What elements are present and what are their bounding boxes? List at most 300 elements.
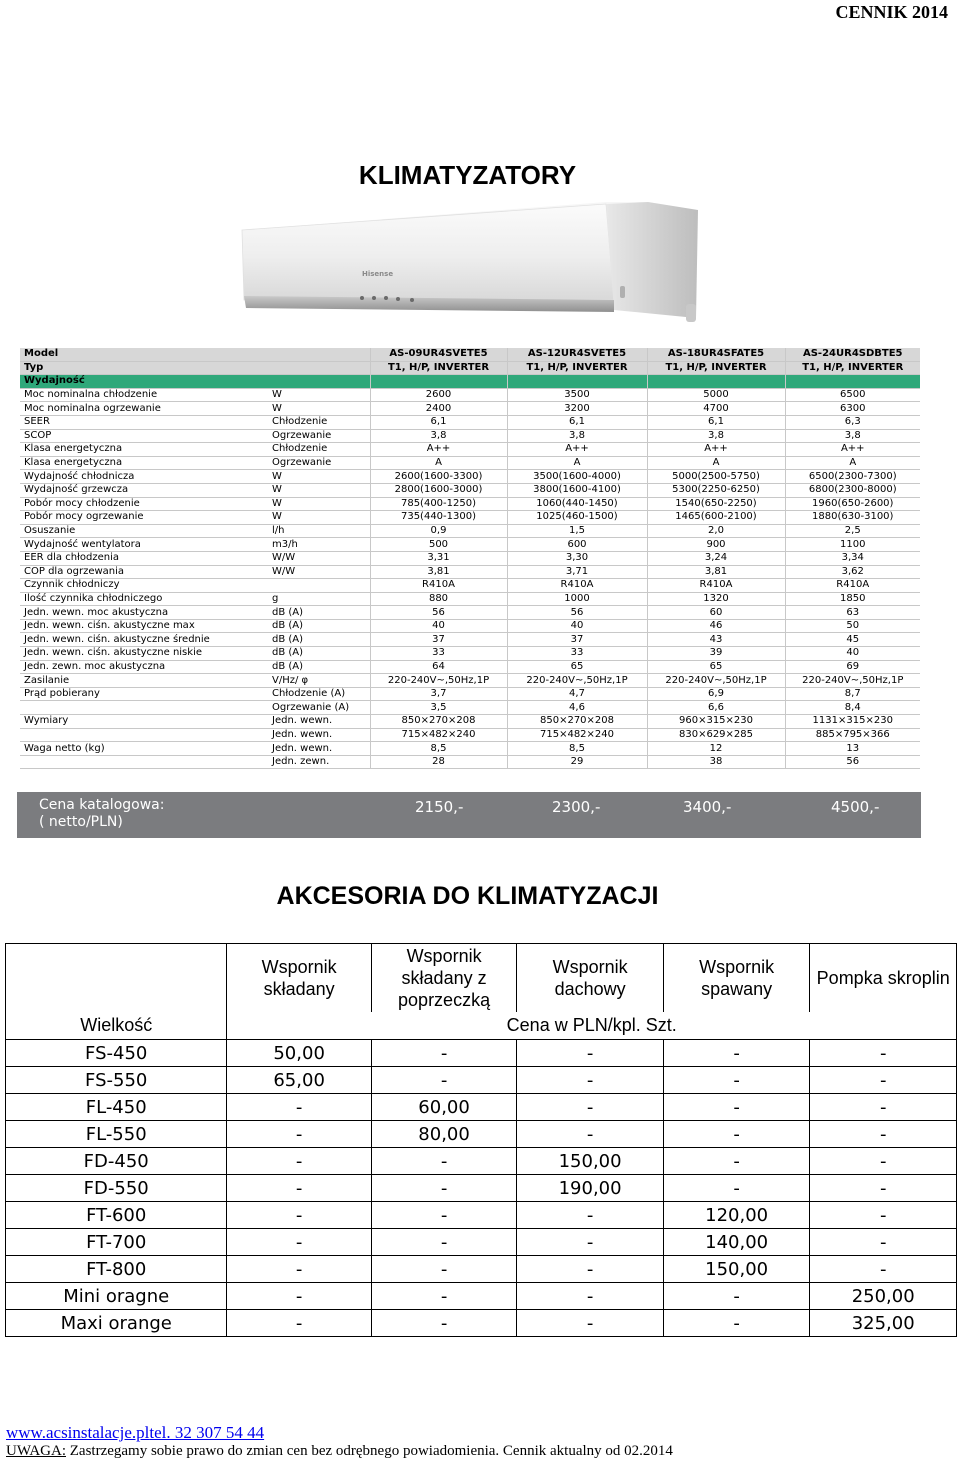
spec-value: 37	[507, 633, 647, 647]
spec-parameter: Moc nominalna ogrzewanie	[20, 402, 262, 416]
spec-value: A++	[785, 443, 920, 457]
spec-parameter: Ilość czynnika chłodniczego	[20, 592, 262, 606]
spec-parameter: Jedn. wewn. ciśn. akustyczne max	[20, 619, 262, 633]
accessory-row	[6, 1121, 957, 1148]
spec-value: 1100	[785, 538, 920, 552]
catalog-price-value: 2300,-	[552, 798, 601, 816]
spec-value: 3,8	[785, 429, 920, 443]
spec-value: 2800(1600-3000)	[370, 483, 507, 497]
accessory-price: 80,00	[371, 1121, 516, 1148]
spec-value: 1060(440-1450)	[507, 497, 647, 511]
spec-unit: W	[262, 483, 370, 497]
accessory-price: 190,00	[517, 1175, 664, 1202]
spec-value	[370, 375, 507, 389]
spec-value: 1465(600-2100)	[647, 511, 785, 525]
accessory-price: -	[227, 1202, 371, 1229]
spec-value: 3800(1600-4100)	[507, 483, 647, 497]
spec-row	[20, 497, 920, 511]
accessory-size: FD-550	[6, 1175, 227, 1202]
spec-value	[507, 375, 647, 389]
accessory-price: -	[371, 1175, 516, 1202]
spec-value: 500	[370, 538, 507, 552]
accessory-row	[6, 1310, 957, 1337]
price-unit-label: Cena w PLN/kpl. Szt.	[227, 1012, 957, 1040]
accessory-price: -	[371, 1148, 516, 1175]
accessory-price: -	[663, 1067, 810, 1094]
spec-unit: dB (A)	[262, 619, 370, 633]
spec-unit: g	[262, 592, 370, 606]
spec-value: 60	[647, 606, 785, 620]
spec-value: 28	[370, 755, 507, 769]
spec-value: 3,81	[370, 565, 507, 579]
accessory-price: -	[517, 1283, 664, 1310]
spec-value: 880	[370, 592, 507, 606]
spec-value: 1320	[647, 592, 785, 606]
spec-value: A	[370, 456, 507, 470]
spec-value: 33	[370, 647, 507, 661]
spec-unit: Chłodzenie	[262, 415, 370, 429]
header-folding-bracket: Wspornik składany	[227, 944, 371, 1013]
phone-link[interactable]: tel. 32 307 54 44	[149, 1423, 265, 1442]
spec-value: T1, H/P, INVERTER	[647, 361, 785, 375]
spec-value: T1, H/P, INVERTER	[507, 361, 647, 375]
accessory-row	[6, 1283, 957, 1310]
spec-value: 735(440-1300)	[370, 511, 507, 525]
spec-value: 6500(2300-7300)	[785, 470, 920, 484]
spec-unit: l/h	[262, 524, 370, 538]
spec-parameter	[20, 728, 262, 742]
accessory-price: -	[663, 1094, 810, 1121]
spec-value: 43	[647, 633, 785, 647]
spec-parameter: Wymiary	[20, 715, 262, 729]
spec-value: A++	[507, 443, 647, 457]
size-label: Wielkość	[6, 1012, 227, 1040]
spec-row	[20, 538, 920, 552]
accessory-row	[6, 1175, 957, 1202]
accessory-size: FD-450	[6, 1148, 227, 1175]
accessory-row	[6, 1256, 957, 1283]
accessory-price: -	[663, 1310, 810, 1337]
spec-value: 3,62	[785, 565, 920, 579]
spec-value: 46	[647, 619, 785, 633]
spec-row	[20, 565, 920, 579]
spec-value: 8,4	[785, 701, 920, 715]
spec-value: 2,5	[785, 524, 920, 538]
spec-value: 38	[647, 755, 785, 769]
spec-parameter: Osuszanie	[20, 524, 262, 538]
spec-parameter: Prąd pobierany	[20, 687, 262, 701]
spec-value	[785, 375, 920, 389]
spec-row	[20, 551, 920, 565]
spec-value: A	[785, 456, 920, 470]
spec-parameter: Jedn. wewn. ciśn. akustyczne średnie	[20, 633, 262, 647]
accessory-price: -	[227, 1229, 371, 1256]
catalog-price-value: 2150,-	[415, 798, 464, 816]
spec-value: 3,7	[370, 687, 507, 701]
spec-unit: W/W	[262, 551, 370, 565]
spec-value: 715×482×240	[507, 728, 647, 742]
spec-value: 37	[370, 633, 507, 647]
spec-unit: dB (A)	[262, 633, 370, 647]
warning-label: UWAGA:	[6, 1443, 66, 1459]
accessory-size: FL-450	[6, 1094, 227, 1121]
size-header-cell	[6, 944, 227, 1013]
spec-parameter: SCOP	[20, 429, 262, 443]
spec-value: 2600(1600-3300)	[370, 470, 507, 484]
spec-value: R410A	[370, 579, 507, 593]
spec-value: 1880(630-3100)	[785, 511, 920, 525]
spec-value: 830×629×285	[647, 728, 785, 742]
spec-value: 69	[785, 660, 920, 674]
website-link[interactable]: www.acsinstalacje.pl	[6, 1423, 150, 1442]
spec-value: A++	[370, 443, 507, 457]
spec-value: 850×270×208	[370, 715, 507, 729]
accessory-price: -	[810, 1148, 957, 1175]
accessory-price: -	[227, 1094, 371, 1121]
accessory-price: -	[227, 1310, 371, 1337]
spec-parameter: Klasa energetyczna	[20, 443, 262, 457]
accessory-price: -	[810, 1175, 957, 1202]
accessory-price: -	[517, 1067, 664, 1094]
spec-value: 220-240V~,50Hz,1P	[647, 674, 785, 688]
spec-parameter: Jedn. wewn. ciśn. akustyczne niskie	[20, 647, 262, 661]
catalog-price-band	[17, 792, 921, 838]
accessory-price: -	[517, 1229, 664, 1256]
spec-value: 3,24	[647, 551, 785, 565]
accessory-price: -	[663, 1121, 810, 1148]
accessory-price: -	[810, 1202, 957, 1229]
spec-value: 960×315×230	[647, 715, 785, 729]
accessory-price: -	[810, 1121, 957, 1148]
accessory-price: -	[517, 1256, 664, 1283]
spec-value: 0,9	[370, 524, 507, 538]
accessory-price: 150,00	[517, 1148, 664, 1175]
spec-value: 6,6	[647, 701, 785, 715]
spec-unit: Chłodzenie	[262, 443, 370, 457]
spec-value: 1131×315×230	[785, 715, 920, 729]
spec-value: 3,71	[507, 565, 647, 579]
air-conditioner-image	[236, 200, 706, 330]
spec-value: 6,1	[507, 415, 647, 429]
accessory-price: -	[810, 1094, 957, 1121]
spec-value: T1, H/P, INVERTER	[370, 361, 507, 375]
spec-value: 4700	[647, 402, 785, 416]
spec-value: 2,0	[647, 524, 785, 538]
spec-value: 3,30	[507, 551, 647, 565]
spec-value: 4,7	[507, 687, 647, 701]
spec-model-header: AS-12UR4SVETE5	[507, 348, 647, 361]
accessory-size: FT-800	[6, 1256, 227, 1283]
spec-value: 6,9	[647, 687, 785, 701]
spec-value: 56	[370, 606, 507, 620]
section-title-air-conditioners: KLIMATYZATORY	[358, 160, 577, 190]
spec-unit: m3/h	[262, 538, 370, 552]
spec-value: 1025(460-1500)	[507, 511, 647, 525]
spec-value: 5000	[647, 388, 785, 402]
spec-parameter: Typ	[20, 361, 262, 375]
spec-value: 2600	[370, 388, 507, 402]
spec-parameter: Wydajność chłodnicza	[20, 470, 262, 484]
spec-value: A	[647, 456, 785, 470]
spec-model-header: AS-18UR4SFATE5	[647, 348, 785, 361]
accessory-price: 50,00	[227, 1040, 371, 1067]
accessories-table	[5, 943, 957, 1337]
accessory-price: -	[663, 1283, 810, 1310]
accessory-price: 250,00	[810, 1283, 957, 1310]
spec-row	[20, 687, 920, 701]
spec-row	[20, 674, 920, 688]
accessory-price: -	[517, 1094, 664, 1121]
spec-row	[20, 511, 920, 525]
spec-value: 6800(2300-8000)	[785, 483, 920, 497]
spec-value: 56	[507, 606, 647, 620]
accessory-size: FT-700	[6, 1229, 227, 1256]
accessory-price: -	[810, 1040, 957, 1067]
accessory-price: -	[810, 1256, 957, 1283]
spec-value	[647, 375, 785, 389]
specification-table	[20, 348, 920, 769]
spec-value: 220-240V~,50Hz,1P	[370, 674, 507, 688]
spec-value: 6,3	[785, 415, 920, 429]
spec-parameter: Wydajność grzewcza	[20, 483, 262, 497]
spec-parameter: Pobór mocy chłodzenie	[20, 497, 262, 511]
spec-unit: Chłodzenie (A)	[262, 687, 370, 701]
spec-value: 40	[785, 647, 920, 661]
spec-unit	[262, 579, 370, 593]
spec-parameter: Moc nominalna chłodzenie	[20, 388, 262, 402]
air-conditioner-illustration	[236, 200, 706, 330]
spec-value: 600	[507, 538, 647, 552]
spec-value: 3,8	[370, 429, 507, 443]
accessory-price: 120,00	[663, 1202, 810, 1229]
spec-row	[20, 524, 920, 538]
spec-value: 3,34	[785, 551, 920, 565]
section-title-accessories: AKCESORIA DO KLIMATYZACJI	[276, 882, 659, 910]
spec-value: 220-240V~,50Hz,1P	[785, 674, 920, 688]
accessory-price: -	[810, 1229, 957, 1256]
spec-value: 3500	[507, 388, 647, 402]
spec-unit: dB (A)	[262, 606, 370, 620]
spec-parameter: Waga netto (kg)	[20, 742, 262, 756]
spec-parameter: Wydajność wentylatora	[20, 538, 262, 552]
spec-value: 65	[507, 660, 647, 674]
spec-row	[20, 579, 920, 593]
spec-value: 3,5	[370, 701, 507, 715]
spec-row	[20, 456, 920, 470]
accessory-size: FS-550	[6, 1067, 227, 1094]
spec-header-row	[20, 348, 920, 361]
accessory-price: 60,00	[371, 1094, 516, 1121]
spec-unit: Ogrzewanie	[262, 429, 370, 443]
spec-unit: dB (A)	[262, 647, 370, 661]
price-list-label: CENNIK 2014	[835, 2, 948, 22]
header-welded-bracket: Wspornik spawany	[663, 944, 810, 1013]
spec-header-label	[262, 348, 370, 361]
spec-unit	[262, 361, 370, 375]
accessory-price: -	[227, 1283, 371, 1310]
spec-value: A++	[647, 443, 785, 457]
accessory-price: -	[371, 1202, 516, 1229]
spec-parameter: EER dla chłodzenia	[20, 551, 262, 565]
accessory-row	[6, 1067, 957, 1094]
header-roof-bracket: Wspornik dachowy	[517, 944, 664, 1013]
spec-model-header: AS-24UR4SDBTE5	[785, 348, 920, 361]
spec-row	[20, 606, 920, 620]
spec-row	[20, 742, 920, 756]
catalog-price-value: 4500,-	[831, 798, 880, 816]
spec-value: 2400	[370, 402, 507, 416]
spec-value: 785(400-1250)	[370, 497, 507, 511]
spec-row	[20, 483, 920, 497]
spec-unit: Jedn. wewn.	[262, 715, 370, 729]
accessory-price: -	[663, 1040, 810, 1067]
spec-value: 220-240V~,50Hz,1P	[507, 674, 647, 688]
spec-parameter: Wydajność	[20, 375, 262, 389]
spec-row	[20, 592, 920, 606]
accessory-price: -	[517, 1310, 664, 1337]
accessory-price: -	[371, 1067, 516, 1094]
spec-row	[20, 443, 920, 457]
spec-value: A	[507, 456, 647, 470]
spec-row	[20, 415, 920, 429]
spec-unit: dB (A)	[262, 660, 370, 674]
spec-unit: Jedn. wewn.	[262, 742, 370, 756]
warning-text: Zastrzegamy sobie prawo do zmian cen bez odrębnego powiadomienia. Cennik aktualny od 02.2014	[66, 1443, 673, 1459]
accessory-size: Mini oragne	[6, 1283, 227, 1310]
spec-value: 40	[507, 619, 647, 633]
spec-value: 5000(2500-5750)	[647, 470, 785, 484]
spec-parameter	[20, 701, 262, 715]
spec-row	[20, 375, 920, 389]
spec-value: 50	[785, 619, 920, 633]
spec-value: 850×270×208	[507, 715, 647, 729]
spec-value: 56	[785, 755, 920, 769]
catalog-price-value: 3400,-	[683, 798, 732, 816]
spec-value: 885×795×366	[785, 728, 920, 742]
spec-value: 3,8	[647, 429, 785, 443]
accessory-row	[6, 1040, 957, 1067]
accessory-size: Maxi orange	[6, 1310, 227, 1337]
spec-value: 65	[647, 660, 785, 674]
spec-value: 3,31	[370, 551, 507, 565]
brand-logo: Hisense	[362, 270, 394, 278]
spec-value: 39	[647, 647, 785, 661]
accessory-size: FT-600	[6, 1202, 227, 1229]
spec-value: 8,7	[785, 687, 920, 701]
spec-parameter: Jedn. zewn. moc akustyczna	[20, 660, 262, 674]
spec-row	[20, 619, 920, 633]
spec-row	[20, 429, 920, 443]
accessory-price: -	[810, 1067, 957, 1094]
accessory-price: -	[227, 1175, 371, 1202]
spec-value: R410A	[785, 579, 920, 593]
spec-parameter: Jedn. wewn. moc akustyczna	[20, 606, 262, 620]
spec-model-header: AS-09UR4SVETE5	[370, 348, 507, 361]
spec-value: 3200	[507, 402, 647, 416]
spec-value: 5300(2250-6250)	[647, 483, 785, 497]
accessory-size: FS-450	[6, 1040, 227, 1067]
accessory-price: -	[371, 1310, 516, 1337]
spec-unit: W	[262, 402, 370, 416]
spec-parameter: COP dla ogrzewania	[20, 565, 262, 579]
spec-unit: V/Hz/ φ	[262, 674, 370, 688]
accessory-price: 150,00	[663, 1256, 810, 1283]
accessory-size: FL-550	[6, 1121, 227, 1148]
accessory-price: -	[371, 1229, 516, 1256]
spec-value: 1000	[507, 592, 647, 606]
accessory-row	[6, 1229, 957, 1256]
spec-value: 4,6	[507, 701, 647, 715]
spec-row	[20, 755, 920, 769]
spec-value: 8,5	[507, 742, 647, 756]
spec-value: T1, H/P, INVERTER	[785, 361, 920, 375]
spec-value: 3500(1600-4000)	[507, 470, 647, 484]
spec-parameter: Pobór mocy ogrzewanie	[20, 511, 262, 525]
catalog-price-label: Cena katalogowa: ( netto/PLN)	[39, 797, 165, 830]
spec-value: 1540(650-2250)	[647, 497, 785, 511]
spec-value: 45	[785, 633, 920, 647]
spec-row	[20, 402, 920, 416]
accessory-price: -	[371, 1256, 516, 1283]
spec-parameter: Zasilanie	[20, 674, 262, 688]
accessory-price: 325,00	[810, 1310, 957, 1337]
accessory-row	[6, 1094, 957, 1121]
spec-row	[20, 660, 920, 674]
spec-value: R410A	[507, 579, 647, 593]
spec-value: 40	[370, 619, 507, 633]
accessory-price: -	[663, 1175, 810, 1202]
spec-parameter: SEER	[20, 415, 262, 429]
spec-value: 6,1	[647, 415, 785, 429]
spec-row	[20, 715, 920, 729]
spec-unit: Jedn. zewn.	[262, 755, 370, 769]
spec-value: 6300	[785, 402, 920, 416]
spec-value: 715×482×240	[370, 728, 507, 742]
spec-unit: Ogrzewanie (A)	[262, 701, 370, 715]
spec-value: 33	[507, 647, 647, 661]
accessory-price: -	[227, 1256, 371, 1283]
spec-row	[20, 728, 920, 742]
spec-value: 1,5	[507, 524, 647, 538]
spec-unit: Ogrzewanie	[262, 456, 370, 470]
accessory-price: 65,00	[227, 1067, 371, 1094]
footer-contact	[6, 1423, 264, 1443]
spec-header-label: Model	[20, 348, 262, 361]
spec-parameter	[20, 755, 262, 769]
spec-unit: W	[262, 470, 370, 484]
spec-value: 64	[370, 660, 507, 674]
spec-value: 1960(650-2600)	[785, 497, 920, 511]
spec-unit: W	[262, 388, 370, 402]
spec-row	[20, 647, 920, 661]
header-condensate-pump: Pompka skroplin	[810, 944, 957, 1013]
footer-warning	[6, 1443, 673, 1460]
accessory-price: 140,00	[663, 1229, 810, 1256]
spec-value: 12	[647, 742, 785, 756]
spec-unit: W	[262, 497, 370, 511]
accessory-price: -	[517, 1040, 664, 1067]
header-folding-bracket-crossbar: Wspornik składany z poprzeczką	[371, 944, 516, 1013]
spec-unit: Jedn. wewn.	[262, 728, 370, 742]
accessory-row	[6, 1202, 957, 1229]
accessory-row	[6, 1148, 957, 1175]
accessory-price: -	[371, 1040, 516, 1067]
spec-value: 3,81	[647, 565, 785, 579]
spec-value: R410A	[647, 579, 785, 593]
spec-row	[20, 701, 920, 715]
spec-row	[20, 470, 920, 484]
accessory-price: -	[227, 1148, 371, 1175]
